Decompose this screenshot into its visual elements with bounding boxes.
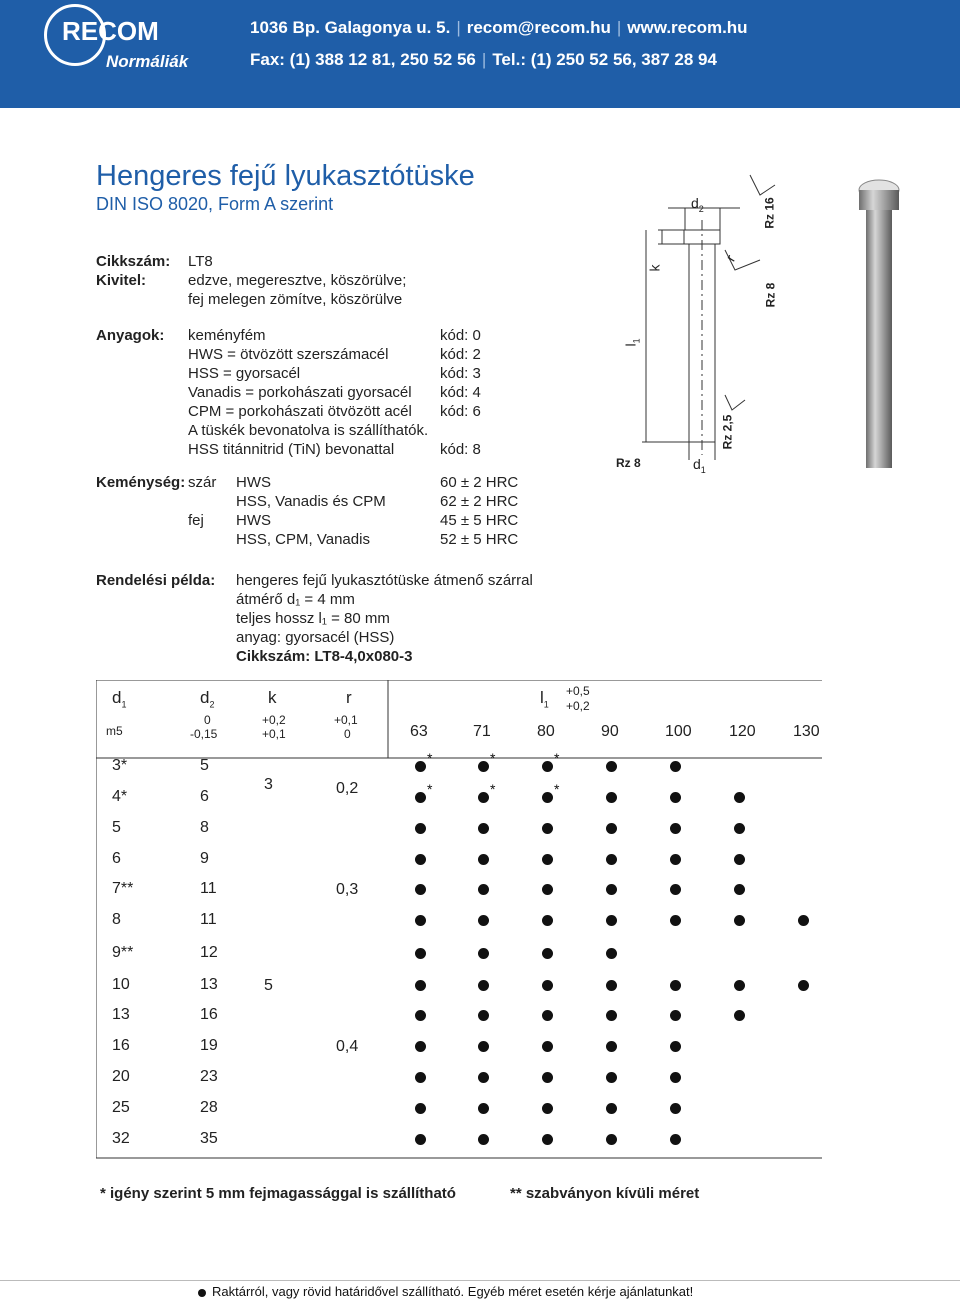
rendelesi-line-3: teljes hossz l₁ = 80 mm — [236, 610, 390, 627]
kivitel-line-1: edzve, megeresztve, köszörülve; — [188, 272, 407, 289]
availability-dot — [670, 792, 681, 803]
availability-dot — [478, 948, 489, 959]
hardness-value: 45 ± 5 HRC — [440, 512, 519, 529]
availability-dot — [542, 854, 553, 865]
availability-dot — [415, 884, 426, 895]
k-value-2: 5 — [264, 977, 273, 994]
footer-divider — [0, 1280, 960, 1281]
rendelesi-line-1: hengeres fejű lyukasztótüske átmenő szárral — [236, 572, 533, 589]
availability-dot — [734, 1010, 745, 1021]
cell-d1: 7** — [112, 880, 134, 897]
availability-star: * — [554, 781, 560, 797]
cell-d2: 8 — [200, 819, 209, 836]
cell-d2: 5 — [200, 757, 209, 774]
availability-dot — [478, 884, 489, 895]
anyag-kod: kód: 8 — [440, 441, 481, 458]
label-rz8-top: Rz 8 — [763, 282, 778, 308]
anyag-kod: kód: 2 — [440, 346, 481, 363]
label-rz8-bottom: Rz 8 — [616, 456, 641, 470]
availability-dot — [606, 1041, 617, 1052]
footer-bullet-icon — [198, 1289, 206, 1297]
cikkszam-value: LT8 — [188, 253, 213, 270]
col-r-tol1: +0,1 — [334, 713, 358, 727]
kemenyseg-fej: fej — [188, 512, 204, 529]
length-header: 100 — [665, 723, 692, 740]
logo-name: RECOM — [62, 16, 159, 46]
anyag-kod: kód: 6 — [440, 403, 481, 420]
anyag-text: Vanadis = porkohászati gyorsacél — [188, 384, 412, 401]
availability-dot — [606, 761, 617, 772]
length-header: 63 — [410, 723, 428, 740]
col-d2-tol1: 0 — [204, 713, 211, 727]
length-header: 120 — [729, 723, 756, 740]
availability-dot — [542, 948, 553, 959]
cell-d1: 16 — [112, 1037, 130, 1054]
kivitel-label: Kivitel: — [96, 272, 147, 289]
cell-d1: 8 — [112, 911, 121, 928]
tel: Tel.: (1) 250 52 56, 387 28 94 — [492, 50, 717, 69]
availability-star: * — [554, 750, 560, 766]
anyag-text: A tüskék bevonatolva is szállíthatók. — [188, 422, 429, 439]
anyagok-label: Anyagok: — [96, 327, 165, 344]
availability-dot — [670, 854, 681, 865]
availability-dot — [478, 1041, 489, 1052]
r-value-3: 0,4 — [336, 1038, 359, 1055]
cell-d1: 13 — [112, 1006, 130, 1023]
availability-dot — [670, 823, 681, 834]
fax: Fax: (1) 388 12 81, 250 52 56 — [250, 50, 476, 69]
availability-dot — [415, 1103, 426, 1114]
anyag-text: CPM = porkohászati ötvözött acél — [188, 403, 412, 420]
availability-dot — [415, 761, 426, 772]
web-link[interactable]: www.recom.hu — [627, 18, 748, 37]
availability-dot — [542, 980, 553, 991]
col-r-tol2: 0 — [344, 727, 351, 741]
availability-dot — [606, 1010, 617, 1021]
cell-d2: 11 — [200, 880, 217, 897]
cell-d2: 35 — [200, 1130, 218, 1147]
availability-star: * — [490, 750, 496, 766]
rod-head — [859, 190, 899, 210]
rendelesi-line-5: Cikkszám: LT8-4,0x080-3 — [236, 648, 413, 665]
anyag-kod: kód: 4 — [440, 384, 481, 401]
availability-dot — [606, 884, 617, 895]
anyag-kod: kód: 0 — [440, 327, 481, 344]
hardness-material: HWS — [236, 512, 271, 529]
cell-d2: 23 — [200, 1068, 218, 1085]
col-d1-tol: m5 — [106, 724, 123, 738]
kivitel-line-2: fej melegen zömítve, köszörülve — [188, 291, 403, 308]
availability-dot — [542, 1103, 553, 1114]
availability-dot — [415, 854, 426, 865]
availability-dot — [670, 761, 681, 772]
availability-dot — [478, 1134, 489, 1145]
availability-dot — [670, 1134, 681, 1145]
r-value-2: 0,3 — [336, 881, 359, 898]
availability-dot — [542, 1072, 553, 1083]
kemenyseg-label: Keménység: — [96, 474, 186, 491]
label-d2: $d_2$ — [691, 195, 704, 214]
availability-dot — [478, 823, 489, 834]
hardness-material: HWS — [236, 474, 271, 491]
availability-dot — [542, 1134, 553, 1145]
label-l1: $l_1$ — [622, 338, 642, 347]
cell-d1: 5 — [112, 819, 121, 836]
availability-dot — [478, 915, 489, 926]
label-rz25: Rz 2,5 — [720, 414, 735, 450]
availability-dot — [606, 792, 617, 803]
availability-dot — [670, 1103, 681, 1114]
availability-dot — [415, 948, 426, 959]
availability-dot — [478, 1103, 489, 1114]
label-k: k — [646, 264, 663, 272]
availability-dot — [478, 980, 489, 991]
anyag-text: keményfém — [188, 327, 266, 344]
availability-dot — [478, 792, 489, 803]
availability-dot — [542, 884, 553, 895]
rendelesi-line-2: átmérő d₁ = 4 mm — [236, 591, 355, 608]
availability-dot — [798, 980, 809, 991]
availability-dot — [478, 761, 489, 772]
availability-dot — [415, 823, 426, 834]
col-d1: $d_1$ — [112, 688, 127, 710]
cell-d1: 9** — [112, 944, 134, 961]
availability-dot — [542, 1041, 553, 1052]
availability-dot — [734, 823, 745, 834]
cell-d2: 16 — [200, 1006, 218, 1023]
availability-dot — [415, 915, 426, 926]
cikkszam-label: Cikkszám: — [96, 253, 171, 270]
availability-dot — [606, 823, 617, 834]
hardness-value: 62 ± 2 HRC — [440, 493, 519, 510]
col-r: r — [346, 688, 352, 707]
availability-dot — [670, 1072, 681, 1083]
length-header: 90 — [601, 723, 619, 740]
col-d2: $d_2$ — [200, 688, 215, 710]
availability-dot — [734, 980, 745, 991]
anyag-text: HSS titánnitrid (TiN) bevonattal — [188, 441, 395, 458]
availability-dot — [734, 884, 745, 895]
availability-dot — [542, 1010, 553, 1021]
availability-dot — [606, 948, 617, 959]
availability-dot — [415, 792, 426, 803]
anyag-kod: kód: 3 — [440, 365, 481, 382]
cell-d2: 6 — [200, 788, 209, 805]
availability-dot — [415, 980, 426, 991]
punch-drawing — [600, 160, 960, 480]
cell-d1: 4* — [112, 788, 128, 805]
availability-star: * — [490, 781, 496, 797]
availability-dot — [606, 980, 617, 991]
label-rz16: Rz 16 — [762, 197, 777, 229]
col-k: k — [268, 688, 277, 707]
cell-d1: 20 — [112, 1068, 130, 1085]
availability-dot — [670, 1010, 681, 1021]
contact-line-1: 1036 Bp. Galagonya u. 5. | recom@recom.hu | www.recom.hu — [250, 18, 748, 37]
availability-dot — [606, 854, 617, 865]
availability-dot — [606, 915, 617, 926]
col-l1-tol1: +0,5 — [566, 684, 590, 698]
hardness-value: 52 ± 5 HRC — [440, 531, 519, 548]
rendelesi-label: Rendelési példa: — [96, 572, 216, 589]
hardness-value: 60 ± 2 HRC — [440, 474, 519, 491]
col-l1: $l_1$ — [540, 688, 549, 710]
cell-d1: 10 — [112, 976, 130, 993]
availability-dot — [415, 1041, 426, 1052]
availability-dot — [670, 1041, 681, 1052]
label-r: r — [722, 251, 739, 265]
availability-dot — [670, 980, 681, 991]
col-d2-tol2: -0,15 — [190, 727, 218, 741]
availability-star: * — [427, 781, 433, 797]
col-k-tol1: +0,2 — [262, 713, 286, 727]
cell-d2: 12 — [200, 944, 218, 961]
cell-d1: 3* — [112, 757, 128, 774]
logo-subtitle: Normáliák — [106, 52, 189, 71]
page-subtitle: DIN ISO 8020, Form A szerint — [96, 194, 334, 214]
contact-line-2: Fax: (1) 388 12 81, 250 52 56 | Tel.: (1) 250 52 56, 387 28 94 — [250, 50, 717, 69]
availability-star: * — [427, 750, 433, 766]
availability-dot — [798, 915, 809, 926]
anyag-text: HSS = gyorsacél — [188, 365, 301, 382]
kemenyseg-szar: szár — [188, 474, 217, 491]
address: 1036 Bp. Galagonya u. 5. — [250, 18, 451, 37]
cell-d1: 32 — [112, 1130, 130, 1147]
availability-dot — [606, 1103, 617, 1114]
availability-dot — [478, 1010, 489, 1021]
length-header: 80 — [537, 723, 555, 740]
cell-d2: 11 — [200, 911, 217, 928]
availability-dot — [478, 854, 489, 865]
hardness-material: HSS, CPM, Vanadis — [236, 531, 370, 548]
note-2: ** szabványon kívüli méret — [510, 1185, 700, 1202]
page-title: Hengeres fejű lyukasztótüske — [96, 160, 475, 192]
availability-dot — [670, 915, 681, 926]
col-k-tol2: +0,1 — [262, 727, 286, 741]
cell-d2: 19 — [200, 1037, 218, 1054]
cell-d2: 28 — [200, 1099, 218, 1116]
availability-dot — [415, 1010, 426, 1021]
availability-dot — [542, 915, 553, 926]
cell-d2: 13 — [200, 976, 218, 993]
length-header: 71 — [473, 723, 491, 740]
cell-d1: 25 — [112, 1099, 130, 1116]
cell-d1: 6 — [112, 850, 121, 867]
anyag-text: HWS = ötvözött szerszámacél — [188, 346, 389, 363]
rendelesi-line-4: anyag: gyorsacél (HSS) — [236, 629, 395, 646]
note-1: * igény szerint 5 mm fejmagassággal is szállítható — [100, 1185, 456, 1202]
availability-dot — [606, 1072, 617, 1083]
label-d1: $d_1$ — [693, 456, 706, 475]
k-value-1: 3 — [264, 776, 273, 793]
availability-dot — [542, 792, 553, 803]
cell-d2: 9 — [200, 850, 209, 867]
col-l1-tol2: +0,2 — [566, 699, 590, 713]
availability-dot — [734, 792, 745, 803]
footer-note: Raktárról, vagy rövid határidővel szállítható. Egyéb méret esetén kérje ajánlatunkat! — [212, 1284, 694, 1299]
availability-dot — [542, 823, 553, 834]
hardness-material: HSS, Vanadis és CPM — [236, 493, 386, 510]
availability-dot — [734, 854, 745, 865]
availability-dot — [606, 1134, 617, 1145]
availability-dot — [478, 1072, 489, 1083]
length-header: 130 — [793, 723, 820, 740]
availability-dot — [734, 915, 745, 926]
availability-dot — [415, 1072, 426, 1083]
r-value-1: 0,2 — [336, 780, 359, 797]
email-link[interactable]: recom@recom.hu — [466, 18, 611, 37]
availability-dot — [670, 884, 681, 895]
availability-dot — [542, 761, 553, 772]
rod-shaft — [866, 208, 892, 468]
availability-dot — [415, 1134, 426, 1145]
